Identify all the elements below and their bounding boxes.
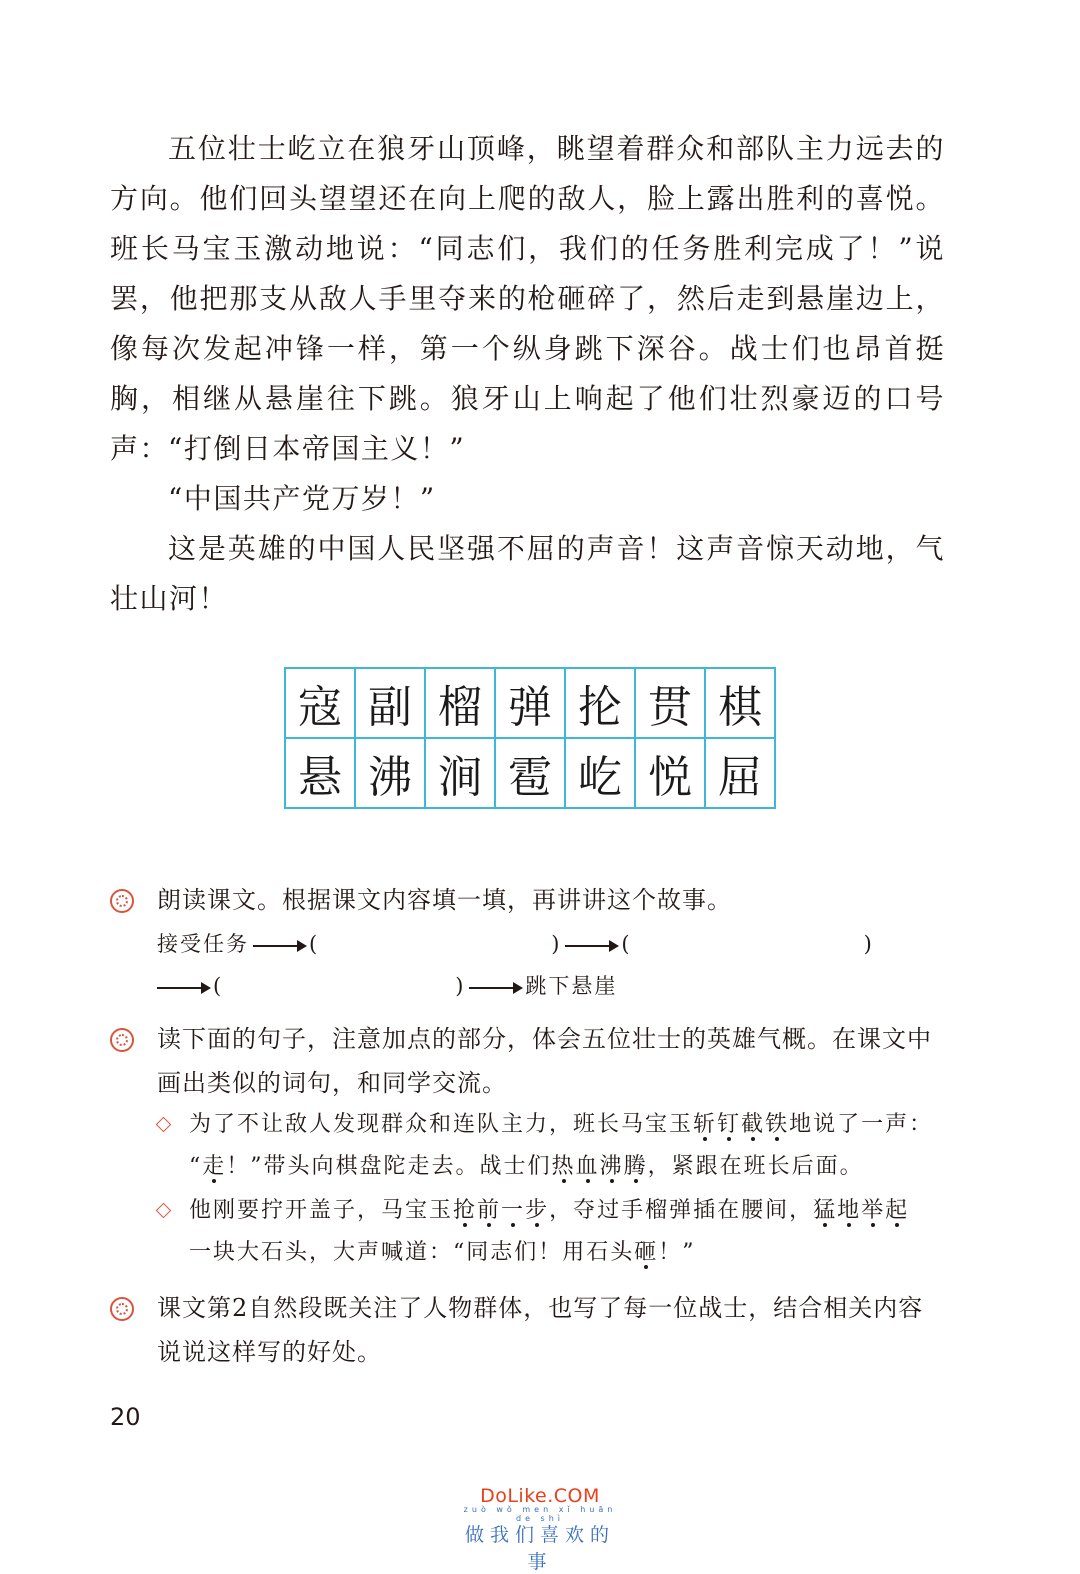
sentence-text: 为了不让敌人发现群众和连队主力，班长马宝玉 [189, 1112, 694, 1137]
char-cell: 副 [355, 668, 425, 738]
emphasis-dot-char: 一 [501, 1198, 526, 1223]
exercise-1-text: 朗读课文。根据课文内容填一填，再讲讲这个故事。 [157, 886, 732, 914]
emphasis-dot-char: 地 [837, 1198, 862, 1223]
diamond-bullet-icon [156, 1203, 172, 1219]
blank-open: ( [213, 974, 224, 998]
sentence-text: 一块大石头，大声喊道：“同志们！用石头 [189, 1240, 635, 1265]
char-cell: 雹 [495, 738, 565, 808]
blank-close: ) [455, 974, 466, 998]
example-sentence-1-cont [189, 1146, 949, 1188]
emphasis-dot-char: 斩 [693, 1112, 718, 1137]
dotted-emphasis [453, 1198, 549, 1223]
dotted-emphasis [813, 1198, 909, 1223]
dotted-emphasis [202, 1154, 226, 1179]
story-step-end: 跳下悬崖 [525, 974, 618, 998]
sentence-text: ，夺过手榴弹插在腰间， [549, 1198, 814, 1223]
sentence-text: 他刚要拧开盖子，马宝玉 [189, 1198, 454, 1223]
sentence-text: “ [189, 1154, 203, 1179]
emphasis-dot-char: 抢 [453, 1198, 478, 1223]
emphasis-dot-char: 截 [741, 1112, 766, 1137]
watermark-logo [455, 1485, 625, 1574]
char-cell: 屹 [565, 738, 635, 808]
exercise-bullet-icon [110, 1297, 134, 1321]
passage-paragraph: 五位壮士屹立在狼牙山顶峰，眺望着群众和部队主力远去的方向。他们回头望望还在向上爬的敌人，脸上露出胜利的喜悦。班长马宝玉激动地说：“同志们，我们的任务胜利完成了！”说罢，他把那支从敌人手里夺来的枪砸碎了，然后走到悬崖边上，像每次发起冲锋一样，第一个纵身跳下深谷。战士们也昂首挺胸，相继从悬崖往下跳。狼牙山上响起了他们壮烈豪迈的口号声： [110, 132, 945, 465]
char-cell: 悬 [285, 738, 355, 808]
passage-slogan-1: “打倒日本帝国主义！” [168, 432, 466, 465]
watermark-slogan: 做我们喜欢的事 [464, 1524, 615, 1573]
emphasis-dot-char: 铁 [765, 1112, 790, 1137]
dotted-emphasis [552, 1154, 648, 1179]
char-cell: 寇 [285, 668, 355, 738]
char-cell: 榴 [425, 668, 495, 738]
example-sentence-2-cont [189, 1232, 949, 1274]
char-cell: 抡 [565, 668, 635, 738]
story-flow-row-2 [157, 970, 617, 1000]
emphasis-dot-char: 步 [525, 1198, 550, 1223]
sentence-text: ！” [658, 1240, 696, 1265]
blank-open: ( [621, 932, 632, 956]
watermark-brand [455, 1485, 625, 1507]
exercise-bullet-icon [110, 889, 134, 913]
sentence-text: ！”带头向棋盘陀走去。战士们 [226, 1154, 552, 1179]
char-cell: 沸 [355, 738, 425, 808]
emphasis-dot-char: 血 [575, 1154, 600, 1179]
new-characters-grid [284, 667, 776, 809]
char-cell: 弹 [495, 668, 565, 738]
page-number: 20 [110, 1403, 141, 1431]
sentence-text: ，紧跟在班长后面。 [647, 1154, 864, 1179]
emphasis-dot-char: 沸 [599, 1154, 624, 1179]
emphasis-dot-char: 猛 [813, 1198, 838, 1223]
blank-open: ( [309, 932, 320, 956]
exercise-2-text: 读下面的句子，注意加点的部分，体会五位壮士的英雄气概。在课文中画出类似的词句，和同学交流。 [157, 1025, 932, 1097]
passage-conclusion: 这是英雄的中国人民坚强不屈的声音！这声音惊天动地，气壮山河！ [110, 532, 945, 615]
char-row-1 [285, 668, 775, 738]
watermark-pinyin: zuò wǒ men xǐ huān de shì [463, 1505, 617, 1523]
char-cell: 贯 [635, 668, 705, 738]
char-cell: 涧 [425, 738, 495, 808]
emphasis-dot-char: 热 [551, 1154, 576, 1179]
dotted-emphasis [634, 1240, 658, 1265]
emphasis-dot-char: 走 [202, 1154, 227, 1179]
emphasis-dot-char: 前 [477, 1198, 502, 1223]
dotted-emphasis [693, 1112, 789, 1137]
arrow-right-icon [469, 987, 521, 989]
diamond-bullet-icon [156, 1117, 172, 1133]
exercise-bullet-icon [110, 1028, 134, 1052]
char-row-2 [285, 738, 775, 808]
char-cell: 棋 [705, 668, 775, 738]
emphasis-dot-char: 起 [885, 1198, 910, 1223]
arrow-right-icon [565, 945, 617, 947]
story-step-start: 接受任务 [157, 932, 249, 956]
char-cell: 悦 [635, 738, 705, 808]
sentence-text: 地说了一声： [789, 1112, 934, 1137]
char-cell: 屈 [705, 738, 775, 808]
emphasis-dot-char: 腾 [623, 1154, 648, 1179]
brand-suffix: .COM [547, 1485, 600, 1507]
blank-close: ) [863, 932, 874, 956]
example-sentence-1 [189, 1104, 949, 1146]
exercise-3-text: 课文第2自然段既关注了人物群体，也写了每一位战士，结合相关内容说说这样写的好处。 [157, 1294, 924, 1366]
example-sentence-2 [189, 1190, 949, 1232]
blank-close: ) [551, 932, 562, 956]
passage-slogan-2: “中国共产党万岁！” [168, 482, 436, 515]
story-flow-row-1 [157, 928, 874, 958]
emphasis-dot-char: 钉 [717, 1112, 742, 1137]
brand-name: DoLike [480, 1485, 548, 1507]
arrow-right-icon [157, 987, 209, 989]
emphasis-dot-char: 举 [861, 1198, 886, 1223]
emphasis-dot-char: 砸 [634, 1240, 659, 1265]
arrow-right-icon [253, 945, 305, 947]
